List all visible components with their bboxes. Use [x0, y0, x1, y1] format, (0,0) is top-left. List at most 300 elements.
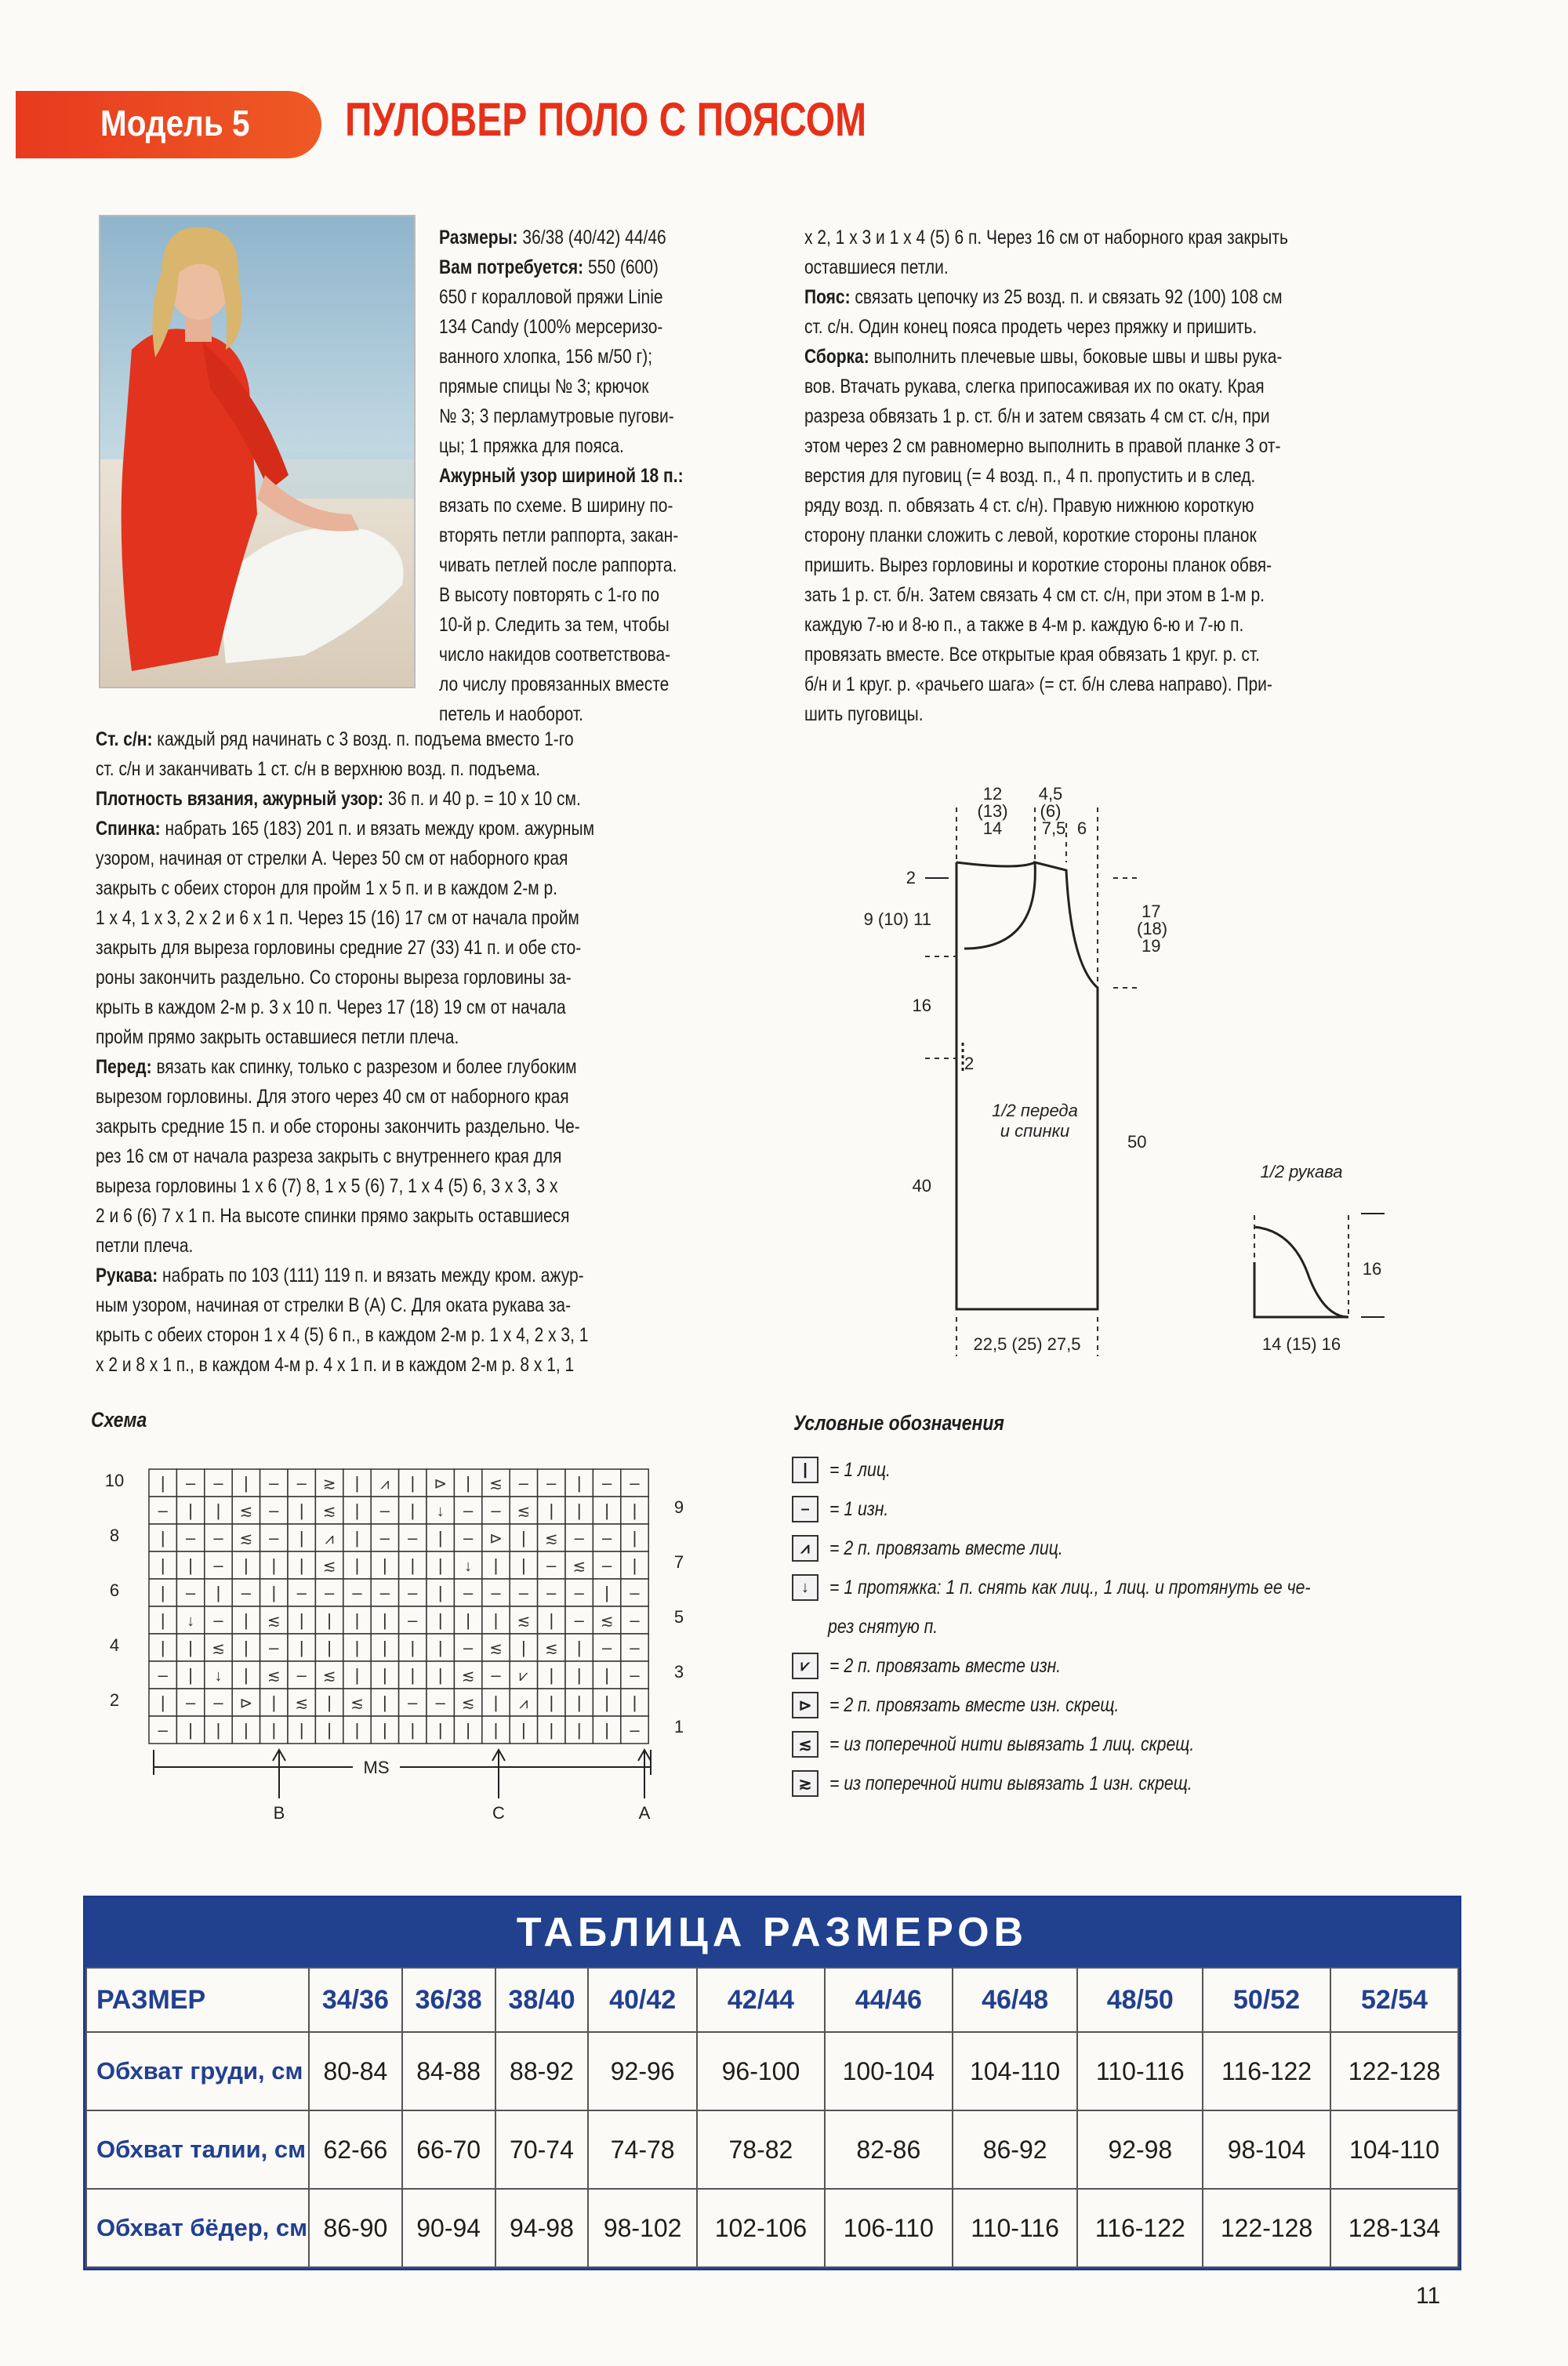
text-line-body: петли плеча. — [96, 1235, 194, 1257]
text-line — [804, 580, 1288, 610]
chart-symbol: – — [379, 1583, 390, 1602]
chart-symbol: – — [574, 1528, 584, 1548]
text-line — [96, 903, 594, 933]
table-cell: 50/52 — [1203, 1968, 1330, 2032]
chart-symbol: | — [549, 1501, 554, 1520]
row-num-7: 7 — [673, 1552, 684, 1572]
chart-symbol: | — [632, 1501, 637, 1520]
text-line-body: пришить. Вырез горловины и короткие стороны планок обвя- — [804, 554, 1272, 576]
table-cell: 110-116 — [953, 2189, 1078, 2267]
chart-symbol: – — [213, 1555, 223, 1575]
text-line — [96, 754, 594, 784]
text-line — [96, 1112, 594, 1141]
legend-symbol-icon: | — [792, 1457, 818, 1483]
text-line-body: 1 х 4, 1 х 3, 2 х 2 и 6 х 1 п. Через 15 (16) 17 см от начала пройм — [96, 907, 579, 929]
table-cell: 82-86 — [825, 2110, 953, 2189]
chart-symbol: | — [188, 1501, 193, 1520]
chart-symbol: | — [632, 1693, 637, 1712]
chart-symbol: | — [188, 1555, 193, 1575]
text-line-body: зать 1 р. ст. б/н. Затем связать 4 см ст. с/н, при этом в 1-м р. — [804, 584, 1265, 606]
table-cell: 42/44 — [697, 1968, 825, 2032]
text-line-bold: Пояс: — [804, 286, 851, 308]
chart-symbol: | — [576, 1501, 582, 1520]
chart-symbol: | — [493, 1693, 499, 1712]
chart-symbol: | — [354, 1610, 360, 1630]
text-line-body: вторять петли раппорта, закан- — [439, 524, 679, 546]
dim-left-2: 2 — [906, 868, 916, 887]
legend-symbol-icon: – — [792, 1496, 818, 1522]
chart-symbol: ≲ — [461, 1667, 475, 1685]
text-line — [96, 1320, 594, 1350]
chart-symbol: – — [408, 1583, 418, 1602]
text-line-bold: Сборка: — [804, 346, 869, 368]
chart-symbol: | — [521, 1638, 526, 1657]
chart-symbol: | — [354, 1528, 360, 1548]
table-cell: 46/48 — [953, 1968, 1078, 2032]
text-line-body: цы; 1 пряжка для пояса. — [439, 435, 624, 457]
chart-symbol: | — [521, 1528, 526, 1548]
chart-symbol: ↓ — [436, 1503, 445, 1520]
chart-symbol: ↓ — [464, 1558, 473, 1575]
text-line — [96, 814, 594, 844]
dim-right-b: (18) — [1137, 919, 1168, 938]
dim-right-50: 50 — [1127, 1132, 1147, 1152]
text-line — [439, 521, 684, 550]
chart-symbol: | — [354, 1638, 360, 1657]
chart-symbol: | — [188, 1665, 193, 1685]
table-cell: 80-84 — [309, 2032, 402, 2110]
chart-symbol: ≲ — [267, 1667, 281, 1685]
chart-symbol: | — [576, 1693, 582, 1712]
chart-symbol: | — [437, 1720, 443, 1740]
dim-right-c: 19 — [1142, 936, 1161, 956]
text-line — [96, 1022, 594, 1052]
text-line-body: набрать 165 (183) 201 п. и вязать между кром. ажурным — [160, 818, 595, 840]
chart-symbol: | — [383, 1693, 387, 1712]
legend-text: = из поперечной нити вывязать 1 лиц. скрещ. — [829, 1733, 1195, 1755]
legend-text: = 2 п. провязать вместе изн. скрещ. — [829, 1694, 1120, 1716]
chart-symbol: | — [216, 1720, 221, 1740]
text-line-body: сторону планки сложить с левой, короткие стороны планок — [804, 524, 1257, 546]
chart-symbol: | — [410, 1720, 416, 1740]
chart-symbol: | — [299, 1638, 304, 1657]
text-line — [804, 282, 1288, 312]
dim-left-16: 16 — [912, 996, 931, 1015]
chart-symbol: – — [630, 1665, 640, 1685]
chart-symbol: | — [549, 1610, 554, 1630]
arrow-label-b: B — [273, 1803, 285, 1822]
chart-symbol: – — [213, 1473, 223, 1493]
text-line-body: х 2, 1 х 3 и 1 х 4 (5) 6 п. Через 16 см от наборного края закрыть — [804, 227, 1288, 249]
chart-symbol: ⊳ — [434, 1475, 448, 1493]
text-line-bold: Ст. с/н: — [96, 728, 153, 750]
text-line-body: 2 и 6 (6) 7 х 1 п. На высоте спинки прямо закрыть оставшиеся — [96, 1205, 570, 1227]
chart-symbol: | — [437, 1583, 443, 1602]
table-cell: 98-104 — [1203, 2110, 1330, 2189]
chart-symbol: | — [244, 1555, 249, 1575]
table-cell: 122-128 — [1330, 2032, 1458, 2110]
dim-left-40: 40 — [912, 1176, 931, 1196]
table-cell: 100-104 — [825, 2032, 953, 2110]
chart-symbol: | — [576, 1638, 582, 1657]
chart-symbol: | — [576, 1473, 582, 1493]
chart-symbol: | — [160, 1638, 165, 1657]
text-line-bold: Вам потребуется: — [439, 256, 584, 278]
chart-symbol: – — [574, 1583, 584, 1602]
chart-symbol: – — [408, 1693, 418, 1712]
text-line-body: ло числу провязанных вместе — [439, 673, 670, 695]
chart-symbol: – — [185, 1583, 196, 1602]
model-photo-image — [100, 216, 414, 687]
text-line-body: х 2 и 8 х 1 п., в каждом 4-м р. 4 х 1 п. и в каждом 2-м р. 8 х 1, 1 — [96, 1354, 575, 1376]
text-line-body: связать цепочку из 25 возд. п. и связать 92 (100) 108 см — [850, 286, 1283, 308]
legend-text: = 1 лиц. — [829, 1459, 891, 1481]
chart-symbol: – — [379, 1528, 390, 1548]
row-num-10: 10 — [104, 1471, 125, 1490]
row-num-6: 6 — [109, 1580, 120, 1600]
chart-symbol: | — [188, 1720, 193, 1740]
legend-text: = 1 протяжка: 1 п. снять как лиц., 1 лиц. и протянуть ее че- — [829, 1577, 1311, 1599]
chart-symbol: ≲ — [517, 1503, 531, 1520]
text-line — [804, 312, 1288, 342]
text-line — [804, 521, 1288, 550]
dim-inner-2: 2 — [964, 1054, 975, 1073]
chart-symbol: | — [244, 1473, 249, 1493]
dim-top-g: 6 — [1076, 818, 1087, 838]
table-cell: 44/46 — [825, 1968, 953, 2032]
chart-symbol: | — [493, 1610, 499, 1630]
chart-symbol: ≲ — [544, 1640, 558, 1657]
size-table-title: ТАБЛИЦА РАЗМЕРОВ — [85, 1898, 1459, 1967]
text-line-body: рез 16 см от начала разреза закрыть с внутреннего края для — [96, 1145, 562, 1167]
chart-symbol: | — [604, 1720, 609, 1740]
text-line-body: 134 Candy (100% мерсеризо- — [439, 316, 663, 338]
chart-symbol: | — [160, 1693, 165, 1712]
table-cell: 78-82 — [697, 2110, 825, 2189]
chart-symbol: | — [188, 1638, 193, 1657]
text-line-bold: Ажурный узор шириной 18 п.: — [439, 465, 684, 487]
chart-symbol: | — [466, 1610, 470, 1630]
table-cell: 40/42 — [588, 1968, 697, 2032]
text-line-body: роны закончить раздельно. Со стороны выреза горловины за- — [96, 967, 572, 989]
chart-symbol: ≲ — [322, 1503, 336, 1520]
chart-symbol: ≲ — [350, 1695, 364, 1712]
text-line — [96, 873, 594, 903]
chart-symbol: | — [160, 1473, 165, 1493]
chart-symbol: – — [185, 1473, 196, 1493]
text-line-body: вов. Втачать рукава, слегка припосаживая их по окату. Края — [804, 376, 1265, 397]
text-line-body: В высоту повторять с 1-го по — [439, 584, 660, 606]
chart-symbol: | — [604, 1665, 609, 1685]
chart-symbol: – — [324, 1583, 335, 1602]
chart-symbol: | — [410, 1501, 416, 1520]
arrow-label-c: C — [492, 1803, 505, 1822]
legend-text: рез снятую п. — [828, 1616, 938, 1638]
dim-left-neck: 9 (10) 11 — [863, 909, 931, 929]
table-cell: 70-74 — [495, 2110, 589, 2189]
table-row — [86, 2110, 1458, 2189]
sleeve-label: 1/2 рукава — [1260, 1162, 1343, 1181]
chart-symbol: – — [601, 1473, 612, 1493]
text-line-body: ряду возд. п. обвязать 4 ст. с/н). Правую нижнюю короткую — [804, 495, 1254, 517]
chart-symbol: – — [630, 1583, 640, 1602]
text-line — [96, 1290, 594, 1320]
chart-symbol: ≲ — [489, 1475, 503, 1493]
text-line-body: число накидов соответствова- — [439, 644, 671, 666]
table-cell: 34/36 — [309, 1968, 402, 2032]
text-line-body: верстия для пуговиц (= 4 возд. п., 4 п. пропустить и в след. — [804, 465, 1256, 487]
text-line — [804, 431, 1288, 461]
chart-symbol: | — [244, 1610, 249, 1630]
table-cell: 106-110 — [825, 2189, 953, 2267]
chart-symbol: – — [241, 1583, 252, 1602]
text-line — [804, 461, 1288, 491]
table-cell: 122-128 — [1203, 2189, 1330, 2267]
legend-item — [792, 1574, 1396, 1609]
chart-symbol: – — [491, 1583, 501, 1602]
text-line-body: 36/38 (40/42) 44/46 — [517, 227, 666, 249]
table-cell: 86-92 — [953, 2110, 1078, 2189]
chart-symbol: | — [604, 1583, 609, 1602]
chart-symbol: | — [216, 1583, 221, 1602]
text-line — [804, 640, 1288, 670]
text-line — [96, 1261, 594, 1290]
chart-symbol: ⩘ — [325, 1530, 334, 1548]
dim-top-e: (6) — [1040, 801, 1062, 821]
chart-symbol: – — [601, 1638, 612, 1657]
chart-symbol: | — [383, 1638, 387, 1657]
table-cell: 102-106 — [697, 2189, 825, 2267]
table-cell: 104-110 — [953, 2032, 1078, 2110]
dim-top-c: 14 — [982, 818, 1003, 838]
row-header-cell: Обхват талии, см — [86, 2110, 309, 2189]
chart-symbol: | — [437, 1528, 443, 1548]
chart-symbol: | — [216, 1501, 221, 1520]
chart-symbol: ≲ — [295, 1695, 309, 1712]
text-line — [439, 431, 684, 461]
text-line-body: вязать как спинку, только с разрезом и более глубоким — [151, 1056, 577, 1078]
chart-symbol: ≲ — [489, 1640, 503, 1657]
chart-symbol: ≳ — [322, 1475, 336, 1493]
legend-item — [792, 1731, 1258, 1765]
chart-symbol: – — [269, 1501, 279, 1520]
materials-text — [439, 223, 684, 729]
text-line-body: закрыть средние 15 п. и обе стороны закончить раздельно. Че- — [96, 1116, 580, 1138]
chart-symbol: | — [327, 1610, 332, 1630]
chart-symbol: – — [296, 1583, 307, 1602]
text-line — [96, 1171, 594, 1201]
chart-symbol: ⊳ — [239, 1695, 253, 1712]
text-line-body: выполнить плечевые швы, боковые швы и швы рука- — [869, 346, 1283, 368]
chart-symbol: ⊳ — [489, 1530, 503, 1548]
chart-symbol: | — [549, 1665, 554, 1685]
table-cell: 74-78 — [588, 2110, 697, 2189]
chart-symbol: – — [546, 1473, 557, 1493]
table-cell: 98-102 — [588, 2189, 697, 2267]
chart-symbol: | — [383, 1665, 387, 1685]
text-line-body: каждую 7-ю и 8-ю п., а также в 4-м р. каждую 6-ю и 7-ю п. — [804, 614, 1244, 636]
chart-symbol: – — [630, 1720, 640, 1740]
text-line — [96, 844, 594, 873]
table-cell: 92-98 — [1077, 2110, 1203, 2189]
row-num-3: 3 — [673, 1662, 684, 1682]
row-header-cell: Обхват груди, см — [86, 2032, 309, 2110]
text-line — [439, 580, 684, 610]
dim-top-f: 7,5 — [1041, 818, 1066, 838]
chart-symbol: – — [518, 1473, 529, 1493]
chart-symbol: ≲ — [239, 1503, 253, 1520]
chart-symbol: – — [546, 1555, 557, 1575]
text-line — [439, 491, 684, 521]
text-line-body: б/н и 1 круг. р. «рачьего шага» (= ст. б/н слева направо). При- — [804, 673, 1272, 695]
legend-item — [792, 1653, 1102, 1687]
legend-item — [792, 1535, 1104, 1569]
instructions-text — [96, 724, 594, 1380]
chart-symbol: – — [379, 1501, 390, 1520]
text-line — [96, 992, 594, 1022]
table-cell: 116-122 — [1203, 2032, 1330, 2110]
chart-symbol: ≲ — [322, 1667, 336, 1685]
chart-symbol: – — [630, 1610, 640, 1630]
chart-symbol: | — [354, 1720, 360, 1740]
chart-symbol: ⩗ — [519, 1667, 528, 1685]
chart-symbol: | — [466, 1473, 470, 1493]
chart-symbol: – — [463, 1638, 474, 1657]
table-cell: 92-96 — [588, 2032, 697, 2110]
chart-symbol: ⩘ — [519, 1695, 528, 1712]
chart-symbol: – — [463, 1501, 474, 1520]
table-cell: 48/50 — [1077, 1968, 1203, 2032]
chart-symbol: – — [574, 1610, 584, 1630]
chart-symbol: | — [160, 1583, 165, 1602]
dim-top-d: 4,5 — [1038, 784, 1063, 804]
text-line — [96, 1141, 594, 1171]
garment-schematic — [847, 776, 1411, 1388]
chart-symbol: ≲ — [517, 1613, 531, 1630]
row-num-5: 5 — [673, 1607, 684, 1627]
chart-symbol: | — [521, 1720, 526, 1740]
row-num-2: 2 — [109, 1690, 120, 1710]
table-cell: 104-110 — [1330, 2110, 1458, 2189]
chart-symbol: – — [435, 1693, 445, 1712]
chart-symbol: ↓ — [187, 1613, 195, 1630]
text-line — [804, 252, 1288, 282]
table-cell: 116-122 — [1077, 2189, 1203, 2267]
table-cell: 88-92 — [495, 2032, 589, 2110]
legend-text: = 2 п. провязать вместе изн. — [829, 1655, 1062, 1677]
chart-symbol: – — [185, 1693, 196, 1712]
text-line-body: ванного хлопка, 156 м/50 г); — [439, 346, 653, 368]
text-line-body: 10-й р. Следить за тем, чтобы — [439, 614, 670, 636]
dim-top-b: (13) — [977, 801, 1008, 821]
chart-symbol: – — [630, 1638, 640, 1657]
text-line — [439, 282, 684, 312]
chart-symbol: | — [271, 1720, 277, 1740]
row-header-cell: Обхват бёдер, см — [86, 2189, 309, 2267]
stitch-chart — [86, 1453, 713, 1822]
legend-symbol-icon: ↓ — [792, 1574, 818, 1601]
table-row — [86, 1968, 1458, 2032]
page-title: ПУЛОВЕР ПОЛО С ПОЯСОМ — [345, 93, 867, 146]
chart-symbol: | — [410, 1555, 416, 1575]
table-cell: 52/54 — [1330, 1968, 1458, 2032]
row-num-1: 1 — [673, 1717, 684, 1736]
chart-symbol: – — [296, 1665, 307, 1685]
text-line-body: вырезом горловины. Для этого через 40 см от наборного края — [96, 1086, 569, 1108]
chart-symbol: ≲ — [267, 1613, 281, 1630]
table-row — [86, 2032, 1458, 2110]
table-cell: 96-100 — [697, 2032, 825, 2110]
chart-symbol: – — [213, 1610, 223, 1630]
model-badge — [16, 91, 321, 158]
text-line-body: крыть в каждом 2-м р. 3 х 10 п. Через 17 (18) 19 см от начала — [96, 996, 566, 1018]
chart-symbol: | — [493, 1555, 499, 1575]
chart-symbol: | — [576, 1720, 582, 1740]
chart-symbol: – — [463, 1528, 474, 1548]
text-line — [96, 1350, 594, 1380]
chart-symbol: ≲ — [212, 1640, 225, 1657]
text-line — [439, 550, 684, 580]
row-num-9: 9 — [673, 1497, 684, 1517]
front-back-label-1: 1/2 переда — [992, 1101, 1078, 1120]
legend-symbol-icon: ⩗ — [792, 1653, 818, 1679]
chart-symbol: | — [354, 1665, 360, 1685]
chart-symbol: | — [604, 1501, 609, 1520]
text-line-body: чивать петлей после раппорта. — [439, 554, 677, 576]
text-line-body: шить пуговицы. — [804, 703, 924, 725]
chart-symbol: | — [549, 1693, 554, 1712]
dim-sleeve-w: 14 (15) 16 — [1261, 1334, 1341, 1354]
dim-sleeve-h: 16 — [1362, 1259, 1382, 1279]
arrow-label-a: A — [638, 1803, 651, 1822]
front-back-label-2: и спинки — [1000, 1121, 1070, 1141]
page-number: 11 — [1416, 2283, 1441, 2309]
legend-item — [792, 1613, 957, 1648]
chart-symbol: | — [271, 1693, 277, 1712]
chart-symbol: | — [437, 1665, 443, 1685]
chart-symbol: – — [518, 1583, 529, 1602]
legend-text: = 2 п. провязать вместе лиц. — [829, 1537, 1063, 1559]
chart-symbol: | — [327, 1720, 332, 1740]
model-label: Модель 5 — [100, 103, 250, 143]
chart-symbol: | — [299, 1555, 304, 1575]
chart-symbol: – — [269, 1528, 279, 1548]
table-row — [86, 2189, 1458, 2267]
chart-symbol: | — [604, 1693, 609, 1712]
dim-bottom: 22,5 (25) 27,5 — [973, 1334, 1081, 1354]
text-line-body: разреза обвязать 1 р. ст. б/н и затем связать 4 см ст. с/н, при — [804, 405, 1270, 427]
text-line-bold: Рукава: — [96, 1265, 158, 1286]
chart-symbol: – — [213, 1528, 223, 1548]
chart-symbol: | — [327, 1693, 332, 1712]
chart-symbol: – — [269, 1638, 279, 1657]
chart-symbol: | — [410, 1638, 416, 1657]
text-line — [804, 550, 1288, 580]
chart-symbol: | — [576, 1665, 582, 1685]
chart-symbol: – — [601, 1528, 612, 1548]
legend-symbol-icon: ⊳ — [792, 1692, 818, 1718]
chart-symbol: | — [299, 1501, 304, 1520]
chart-symbol: ≲ — [322, 1558, 336, 1575]
text-line-bold: Спинка: — [96, 818, 161, 840]
text-line — [439, 342, 684, 372]
chart-symbol: | — [383, 1555, 387, 1575]
legend-item — [792, 1770, 1256, 1805]
chart-symbol: | — [632, 1528, 637, 1548]
chart-symbol: ≲ — [461, 1695, 475, 1712]
table-cell: 110-116 — [1077, 2032, 1203, 2110]
chart-symbol: | — [327, 1638, 332, 1657]
